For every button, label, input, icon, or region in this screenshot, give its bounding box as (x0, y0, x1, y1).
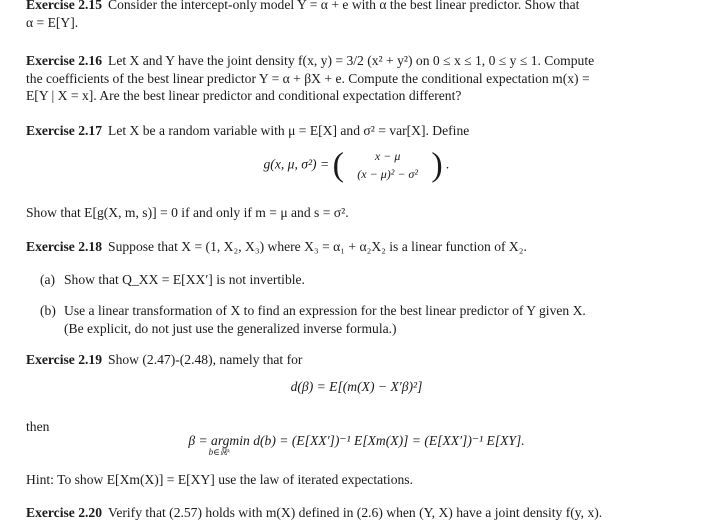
exercise-text: α = E[Y]. (26, 14, 79, 30)
vector-top: x − μ (374, 149, 401, 163)
exercise-2-20 (26, 504, 691, 522)
part-text: Use a linear transformation of X to find an expression for the best linear predictor of Y given X. (64, 303, 586, 318)
part-label: (b) (40, 303, 56, 318)
exercise-heading: Exercise 2.19 (26, 352, 103, 367)
left-paren: ( (332, 146, 344, 184)
part-b (40, 302, 691, 337)
exercise-2-17 (26, 122, 691, 140)
right-paren: ) (431, 146, 443, 184)
exercise-heading: Exercise 2.17 (26, 123, 103, 138)
exercise-text: the coefficients of the best linear predictor Y = α + βX + e. Compute the conditional expectation m(x) = (26, 70, 590, 86)
exercise-text: E[Y | X = x]. Are the best linear predictor and conditional expectation different? (26, 88, 462, 103)
exercise-heading: Exercise 2.16 (26, 53, 103, 68)
exercise-2-15 (26, 0, 691, 31)
exercise-2-19 (26, 351, 691, 369)
exercise-text: Let X and Y have the joint density f(x, y) = 3/2 (x² + y²) on 0 ≤ x ≤ 1, 0 ≤ y ≤ 1. Compute (108, 53, 595, 68)
equation-lhs: g(x, μ, σ²) = (263, 156, 330, 172)
display-equation-g (0, 148, 713, 192)
exercise-text: Let X be a random variable with μ = E[X] and σ² = var[X]. Define (108, 123, 470, 138)
exercise-text: Consider the intercept-only model Y = α + e with α the best linear predictor. Show that (108, 0, 580, 12)
equation-end: . (446, 156, 450, 172)
equation-beta-rhs: d(b) = (E[XX′])⁻¹ E[Xm(X)] = (E[XX′])⁻¹ E[XY]. (253, 433, 525, 448)
exercise-text: Show (2.47)-(2.48), namely that for (108, 352, 303, 367)
then-text: then (26, 419, 50, 434)
exercise-heading: Exercise 2.15 (26, 0, 103, 12)
exercise-2-18 (26, 238, 691, 256)
part-text: Show that Q_XX = E[XX′] is not invertible. (64, 272, 305, 287)
vector-bottom: (x − μ)² − σ² (357, 166, 418, 181)
argmin-subscript: b∈ℝᵏ (208, 446, 230, 457)
exercise-2-16 (26, 52, 691, 105)
display-equation-beta (0, 432, 713, 457)
vector-stack (351, 148, 424, 183)
part-a (40, 271, 691, 289)
exercise-heading: Exercise 2.20 (26, 505, 103, 520)
hint (26, 471, 691, 489)
display-equation-d (0, 378, 713, 396)
part-text: (Be explicit, do not just use the generalized inverse formula.) (64, 320, 397, 336)
exercise-text: Show that E[g(X, m, s)] = 0 if and only if m = μ and s = σ². (26, 205, 349, 220)
argmin-operator (188, 432, 250, 457)
equation-d: d(β) = E[(m(X) − X′β)²] (290, 379, 423, 394)
exercise-text: Verify that (2.57) holds with m(X) defined in (2.6) when (Y, X) have a joint density f(y, x). (108, 505, 603, 520)
part-label: (a) (40, 272, 56, 287)
exercise-2-17-show (26, 204, 691, 222)
hint-text: Hint: To show E[Xm(X)] = E[XY] use the law of iterated expectations. (26, 472, 413, 487)
exercise-heading: Exercise 2.18 (26, 239, 103, 254)
argmin-text: β = argmin (188, 433, 250, 448)
exercise-text: Suppose that X = (1, X₂, X₃) where X₃ = α₁ + α₂X₂ is a linear function of X₂. (108, 239, 527, 254)
